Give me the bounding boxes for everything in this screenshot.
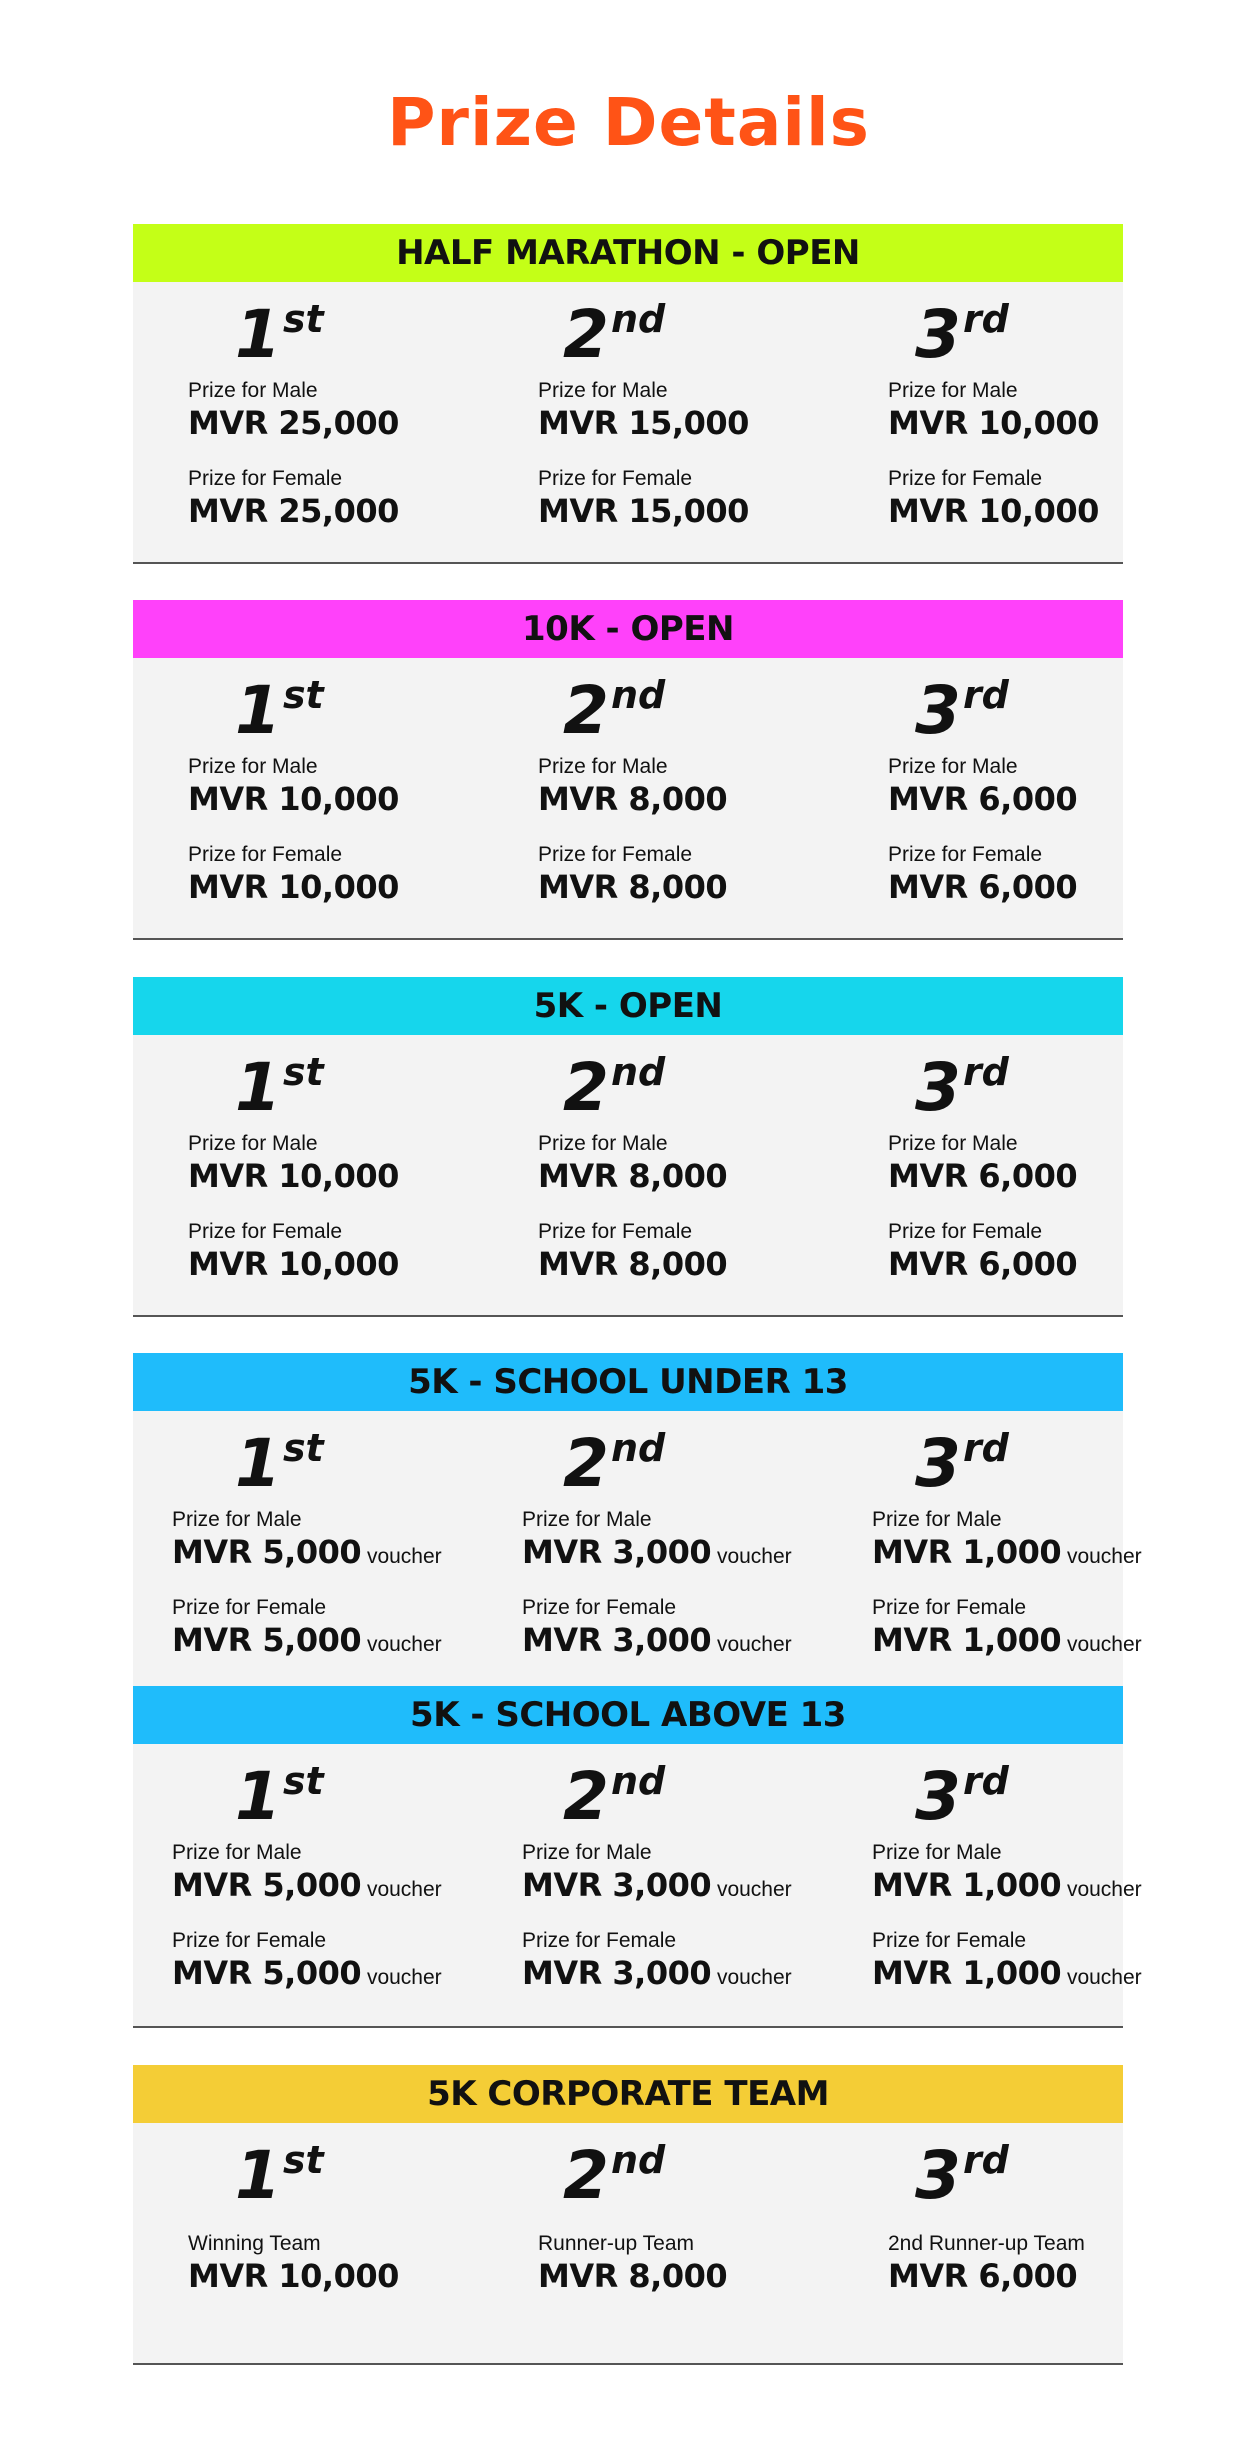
prize-amount [172,1533,442,1576]
prize-amount [538,404,749,442]
section-banner: 5K - SCHOOL ABOVE 13 [133,1686,1123,1744]
prize-value: MVR 3,000 [522,1533,712,1571]
prize-value: MVR 8,000 [538,2257,728,2295]
prize-value: MVR 15,000 [538,492,749,530]
prize-value: MVR 15,000 [538,404,749,442]
place-number: 2 [563,1049,609,1126]
place-column [483,1744,833,2026]
prize-value: MVR 10,000 [188,780,399,818]
prize-label: Prize for Female [538,467,693,490]
prize-value: MVR 6,000 [888,868,1078,906]
prize-section [133,977,1123,1317]
prize-amount [888,1245,1077,1283]
prize-label: Prize for Female [188,1220,343,1243]
prize-entry [172,1507,442,1576]
place-ordinal: st [282,2138,324,2182]
place-heading [915,296,1009,373]
prize-label: Winning Team [188,2232,321,2255]
prize-section [133,2065,1123,2365]
prize-amount [538,868,727,906]
prize-entry [888,1131,1077,1195]
prize-suffix: voucher [1061,1966,1142,1989]
prize-label: Prize for Male [872,1508,1002,1531]
prize-value: MVR 3,000 [522,1866,712,1904]
prize-section [133,1686,1142,2028]
prize-label: Prize for Male [188,1132,318,1155]
section-banner: 5K - OPEN [133,977,1123,1035]
place-number: 2 [563,1425,609,1502]
prize-amount [188,2257,399,2295]
place-ordinal: nd [610,1426,666,1470]
place-number: 2 [563,2137,609,2214]
prize-label: Prize for Male [522,1841,652,1864]
place-number: 3 [915,1758,961,1835]
place-column [483,282,833,562]
prize-suffix: voucher [711,1545,792,1568]
section-banner: 5K CORPORATE TEAM [133,2065,1123,2123]
prize-entry [538,466,749,530]
prize-label: Prize for Male [538,755,668,778]
place-heading [563,296,666,373]
place-ordinal: st [282,1759,324,1803]
prize-suffix: voucher [361,1878,442,1901]
prize-suffix: voucher [711,1878,792,1901]
place-number: 3 [915,296,961,373]
prize-label: Prize for Male [872,1841,1002,1864]
prize-section [133,1353,1142,1686]
place-column [833,282,1183,562]
prize-entry [188,466,399,530]
place-ordinal: st [282,297,324,341]
place-column [483,1035,833,1315]
prize-entry [888,2231,1085,2295]
prize-label: Prize for Female [522,1929,677,1952]
place-heading [235,1425,324,1502]
prize-amount [538,780,727,818]
prize-amount [188,404,399,442]
place-ordinal: rd [962,673,1009,717]
place-column [133,2123,483,2363]
prize-label: Prize for Male [538,379,668,402]
place-number: 1 [235,672,281,749]
place-column [833,2123,1183,2363]
prize-amount [188,868,399,906]
prize-label: Prize for Male [188,755,318,778]
place-number: 3 [915,1049,961,1126]
prize-value: MVR 3,000 [522,1621,712,1659]
prize-section [133,224,1123,564]
prize-value: MVR 10,000 [888,492,1099,530]
prize-entry [522,1507,792,1576]
place-column [133,1035,483,1315]
prize-label: Prize for Female [188,467,343,490]
prize-label: Prize for Female [188,843,343,866]
prize-value: MVR 6,000 [888,780,1078,818]
prize-entry [188,754,399,818]
prize-entry [522,1595,792,1664]
prize-amount [522,1621,792,1664]
prize-entry [872,1840,1142,1909]
place-ordinal: nd [610,2138,666,2182]
prize-label: Prize for Female [172,1596,327,1619]
prize-amount [888,1157,1077,1195]
prize-label: Prize for Female [888,1220,1043,1243]
prize-amount [522,1866,792,1909]
prize-amount [888,868,1077,906]
prize-amount [538,492,749,530]
prize-entry [888,378,1099,442]
place-number: 1 [235,296,281,373]
prize-value: MVR 1,000 [872,1954,1062,1992]
prize-label: Prize for Male [172,1508,302,1531]
place-number: 3 [915,2137,961,2214]
prize-amount [522,1954,792,1997]
place-ordinal: st [282,1050,324,1094]
prize-value: MVR 5,000 [172,1533,362,1571]
prize-label: Prize for Female [522,1596,677,1619]
place-column [133,1411,483,1686]
place-heading [915,1425,1009,1502]
place-number: 2 [563,672,609,749]
prize-suffix: voucher [361,1633,442,1656]
prize-amount [888,404,1099,442]
place-column [133,1744,483,2026]
place-column [833,1744,1183,2026]
prize-value: MVR 10,000 [188,1157,399,1195]
prize-entry [188,1131,399,1195]
prize-entry [538,754,727,818]
prize-value: MVR 6,000 [888,1157,1078,1195]
prize-columns [133,2123,1123,2421]
prize-amount [872,1954,1142,1997]
page-title: Prize Details [387,84,870,161]
place-column [483,1411,833,1686]
prize-label: Prize for Male [888,379,1018,402]
place-heading [235,1758,324,1835]
prize-suffix: voucher [361,1545,442,1568]
prize-amount [538,1245,727,1283]
place-number: 1 [235,1049,281,1126]
place-heading [563,1049,666,1126]
prize-entry [538,842,727,906]
prize-suffix: voucher [711,1966,792,1989]
place-number: 3 [915,672,961,749]
prize-value: MVR 10,000 [188,2257,399,2295]
prize-value: MVR 8,000 [538,780,728,818]
place-heading [563,2137,666,2214]
prize-entry [888,842,1077,906]
place-heading [235,672,324,749]
prize-value: MVR 5,000 [172,1621,362,1659]
section-banner: HALF MARATHON - OPEN [133,224,1123,282]
prize-value: MVR 8,000 [538,1245,728,1283]
prize-amount [172,1621,442,1664]
prize-label: Prize for Male [188,379,318,402]
place-ordinal: rd [962,1759,1009,1803]
prize-entry [538,2231,727,2295]
prize-label: Prize for Female [538,1220,693,1243]
prize-amount [872,1621,1142,1664]
prize-amount [888,492,1099,530]
place-ordinal: rd [962,297,1009,341]
place-ordinal: nd [610,297,666,341]
section-banner: 10K - OPEN [133,600,1123,658]
prize-entry [538,1131,727,1195]
prize-label: Prize for Female [172,1929,327,1952]
prize-amount [872,1866,1142,1909]
place-number: 3 [915,1425,961,1502]
prize-value: MVR 10,000 [888,404,1099,442]
prize-columns [133,282,1123,620]
prize-entry [522,1928,792,1997]
prize-suffix: voucher [1061,1545,1142,1568]
prize-value: MVR 6,000 [888,1245,1078,1283]
prize-amount [188,1157,399,1195]
prize-label: Prize for Female [872,1596,1027,1619]
place-ordinal: rd [962,1426,1009,1470]
prize-amount [888,2257,1085,2295]
place-column [483,2123,833,2363]
prize-value: MVR 1,000 [872,1533,1062,1571]
prize-label: Prize for Female [888,467,1043,490]
place-number: 1 [235,1758,281,1835]
place-column [833,658,1183,938]
place-column [133,282,483,562]
prize-amount [538,2257,727,2295]
place-ordinal: st [282,1426,324,1470]
prize-entry [172,1928,442,1997]
prize-label: Prize for Female [538,843,693,866]
prize-value: MVR 3,000 [522,1954,712,1992]
prize-entry [538,378,749,442]
prize-entry [188,2231,399,2295]
prize-entry [172,1840,442,1909]
prize-amount [172,1866,442,1909]
prize-suffix: voucher [711,1633,792,1656]
place-heading [563,672,666,749]
place-ordinal: rd [962,1050,1009,1094]
place-ordinal: nd [610,1759,666,1803]
prize-value: MVR 10,000 [188,868,399,906]
prize-entry [188,378,399,442]
place-ordinal: rd [962,2138,1009,2182]
prize-value: MVR 8,000 [538,1157,728,1195]
prize-amount [888,780,1077,818]
place-heading [235,1049,324,1126]
prize-entry [872,1928,1142,1997]
prize-amount [538,1157,727,1195]
prize-entry [172,1595,442,1664]
place-number: 2 [563,296,609,373]
place-column [483,658,833,938]
prize-label: Runner-up Team [538,2232,695,2255]
prize-entry [522,1840,792,1909]
prize-label: Prize for Male [888,1132,1018,1155]
prize-label: Prize for Female [888,843,1043,866]
prize-value: MVR 1,000 [872,1866,1062,1904]
prize-entry [872,1507,1142,1576]
prize-value: MVR 5,000 [172,1954,362,1992]
prize-label: 2nd Runner-up Team [888,2232,1085,2255]
place-column [833,1411,1183,1686]
prize-value: MVR 8,000 [538,868,728,906]
prize-entry [872,1595,1142,1664]
prize-section [133,600,1123,940]
prize-columns [133,1744,1142,2084]
place-heading [915,2137,1009,2214]
prize-entry [888,754,1077,818]
prize-suffix: voucher [1061,1633,1142,1656]
prize-amount [188,780,399,818]
prize-label: Prize for Male [522,1508,652,1531]
prize-amount [872,1533,1142,1576]
prize-label: Prize for Male [888,755,1018,778]
prize-value: MVR 25,000 [188,404,399,442]
prize-entry [888,466,1099,530]
prize-entry [538,1219,727,1283]
prize-entry [888,1219,1077,1283]
prize-value: MVR 10,000 [188,1245,399,1283]
prize-suffix: voucher [1061,1878,1142,1901]
place-ordinal: nd [610,673,666,717]
section-banner: 5K - SCHOOL UNDER 13 [133,1353,1123,1411]
prize-label: Prize for Female [872,1929,1027,1952]
prize-entry [188,1219,399,1283]
prize-amount [172,1954,442,1997]
place-heading [563,1758,666,1835]
prize-amount [188,1245,399,1283]
prize-label: Prize for Male [538,1132,668,1155]
prize-columns [133,658,1123,996]
prize-suffix: voucher [361,1966,442,1989]
prize-value: MVR 1,000 [872,1621,1062,1659]
prize-value: MVR 6,000 [888,2257,1078,2295]
place-column [833,1035,1183,1315]
prize-label: Prize for Male [172,1841,302,1864]
place-heading [235,2137,324,2214]
place-heading [915,1049,1009,1126]
prize-amount [188,492,399,530]
place-heading [563,1425,666,1502]
place-heading [915,672,1009,749]
prize-value: MVR 5,000 [172,1866,362,1904]
prize-amount [522,1533,792,1576]
place-number: 2 [563,1758,609,1835]
place-heading [915,1758,1009,1835]
prize-entry [188,842,399,906]
place-number: 1 [235,1425,281,1502]
place-number: 1 [235,2137,281,2214]
place-heading [235,296,324,373]
prize-value: MVR 25,000 [188,492,399,530]
place-ordinal: nd [610,1050,666,1094]
prize-columns [133,1035,1123,1373]
place-ordinal: st [282,673,324,717]
place-column [133,658,483,938]
